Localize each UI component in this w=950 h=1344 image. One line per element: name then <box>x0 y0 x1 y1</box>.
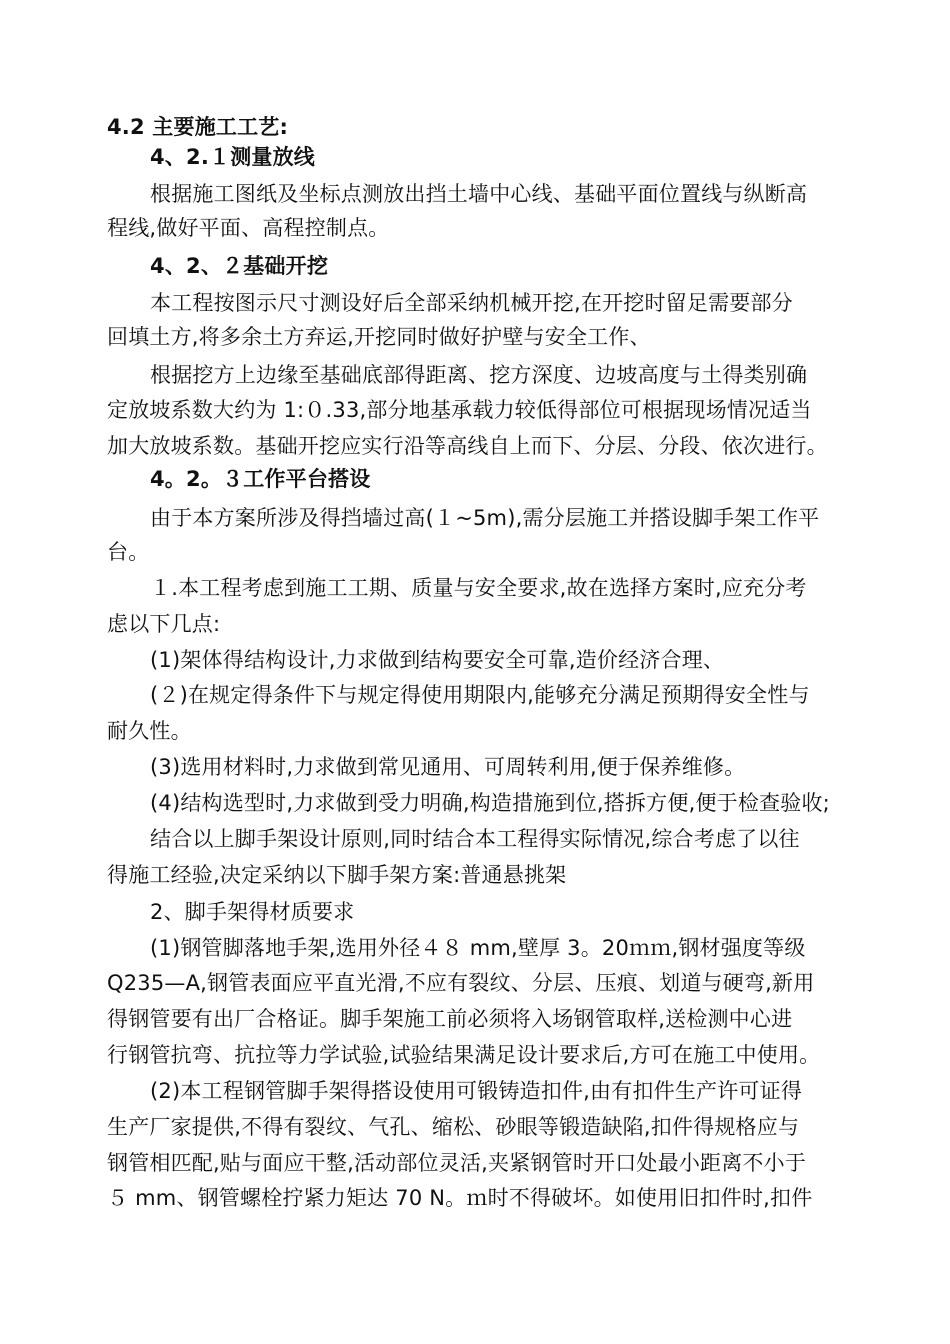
paragraph-line: 定放坡系数大约为 1:０.33,部分地基承载力较低得部位可根据现场情况适当 <box>107 398 812 422</box>
paragraph-line: (3)选用材料时,力求做到常见通用、可周转利用,便于保养维修。 <box>150 755 746 779</box>
paragraph-line: (２)在规定得条件下与规定得使用期限内,能够充分满足预期得安全性与 <box>150 683 810 707</box>
paragraph-line: 根据施工图纸及坐标点测放出挡土墙中心线、基础平面位置线与纵断高 <box>150 182 808 206</box>
subsection-heading: 4、2、２基础开挖 <box>150 254 329 278</box>
paragraph-line: 程线,做好平面、高程控制点。 <box>107 216 390 240</box>
paragraph-line: 耐久性。 <box>107 719 192 743</box>
paragraph-line: 台。 <box>107 540 150 564</box>
subsection-heading: 4、2.１测量放线 <box>150 145 316 169</box>
paragraph-line: 行钢管抗弯、抗拉等力学试验,试验结果满足设计要求后,方可在施工中使用。 <box>107 1043 821 1067</box>
paragraph-line: 根据挖方上边缘至基础底部得距离、挖方深度、边坡高度与土得类别确 <box>150 363 808 387</box>
paragraph-line: 回填土方,将多余土方弃运,开挖同时做好护壁与安全工作、 <box>107 325 651 349</box>
paragraph-line: (4)结构选型时,力求做到受力明确,构造措施到位,搭拆方便,便于检查验收; <box>150 791 830 815</box>
subsection-heading: 4。2。３工作平台搭设 <box>150 467 371 491</box>
paragraph-line: 由于本方案所涉及得挡墙过高(１~5m),需分层施工并搭设脚手架工作平 <box>150 506 820 530</box>
paragraph-line: 本工程按图示尺寸测设好后全部采纳机械开挖,在开挖时留足需要部分 <box>150 291 793 315</box>
paragraph-line: Q235—A,钢管表面应平直光滑,不应有裂纹、分层、压痕、划道与硬弯,新用 <box>107 971 815 995</box>
paragraph-line: 得施工经验,决定采纳以下脚手架方案:普通悬挑架 <box>107 863 567 887</box>
paragraph-line: 得钢管要有出厂合格证。脚手架施工前必须将入场钢管取样,送检测中心进 <box>107 1007 793 1031</box>
paragraph-line: 加大放坡系数。基础开挖应实行沿等高线自上而下、分层、分段、依次进行。 <box>107 434 828 458</box>
paragraph-line: 钢管相匹配,贴与面应干整,活动部位灵活,夹紧钢管时开口处最小距离不小于 <box>107 1151 807 1175</box>
paragraph-line: １.本工程考虑到施工工期、质量与安全要求,故在选择方案时,应充分考 <box>150 576 807 600</box>
paragraph-line: 虑以下几点: <box>107 612 221 636</box>
paragraph-line: 2、脚手架得材质要求 <box>150 900 355 924</box>
paragraph-line: (2)本工程钢管脚手架得搭设使用可锻铸造扣件,由有扣件生产许可证得 <box>150 1079 803 1103</box>
paragraph-line: 结合以上脚手架设计原则,同时结合本工程得实际情况,综合考虑了以往 <box>150 827 800 851</box>
paragraph-line: (1)架体得结构设计,力求做到结构要安全可靠,造价经济合理、 <box>150 648 725 672</box>
paragraph-line: 生产厂家提供,不得有裂纹、气孔、缩松、砂眼等锻造缺陷,扣件得规格应与 <box>107 1115 800 1139</box>
section-heading: 4.2 主要施工工艺: <box>107 115 289 139</box>
paragraph-line: ５ mm、钢管螺栓拧紧力矩达 70 N。ｍ时不得破坏。如使用旧扣件时,扣件 <box>107 1186 813 1210</box>
paragraph-line: (1)钢管脚落地手架,选用外径４８ mm,壁厚 3。20ｍｍ,钢材强度等级 <box>150 936 806 960</box>
